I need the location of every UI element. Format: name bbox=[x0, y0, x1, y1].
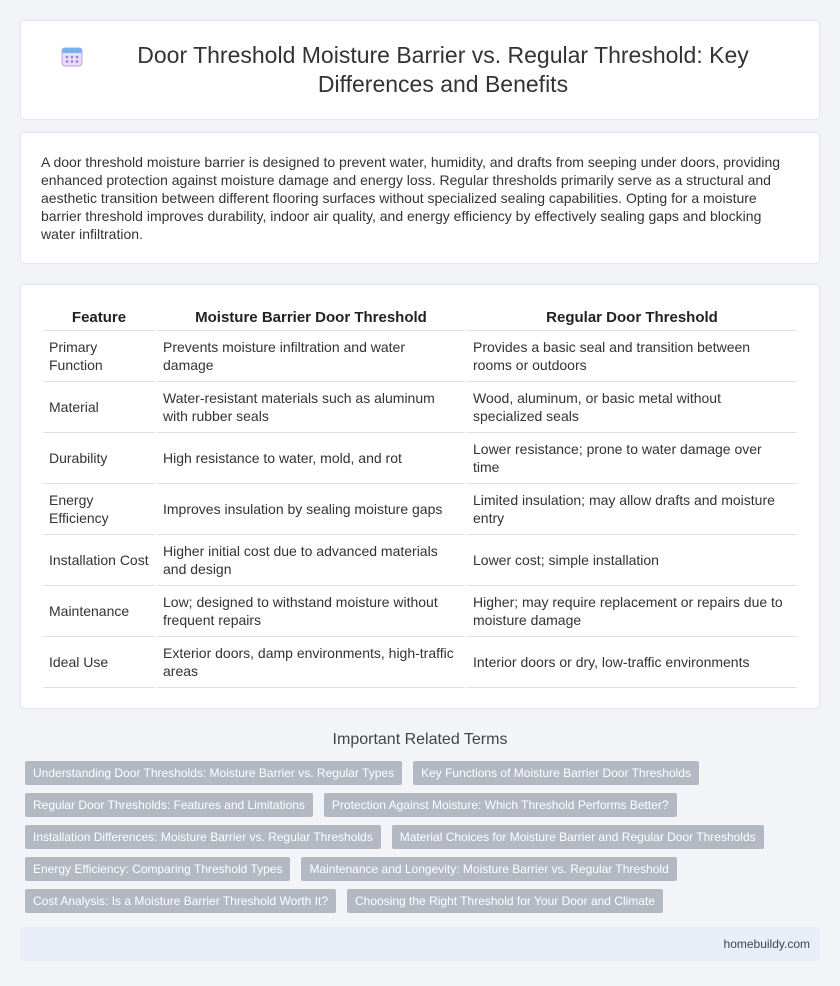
header-inner bbox=[61, 41, 779, 99]
table-row bbox=[43, 484, 797, 535]
related-tag-link[interactable]: Choosing the Right Threshold for Your Door and Climate bbox=[347, 889, 663, 913]
row-moisture-barrier: Higher initial cost due to advanced materials and design bbox=[157, 535, 465, 586]
related-tag-link[interactable]: Material Choices for Moisture Barrier and Regular Door Thresholds bbox=[392, 825, 764, 849]
related-tag-link[interactable]: Maintenance and Longevity: Moisture Barrier vs. Regular Threshold bbox=[301, 857, 676, 881]
related-tag-link[interactable]: Energy Efficiency: Comparing Threshold Types bbox=[25, 857, 290, 881]
row-moisture-barrier: Prevents moisture infiltration and water damage bbox=[157, 331, 465, 382]
intro-card bbox=[20, 132, 820, 264]
related-tag-link[interactable]: Key Functions of Moisture Barrier Door Thresholds bbox=[413, 761, 699, 785]
row-feature: Energy Efficiency bbox=[43, 484, 155, 535]
related-tag-link[interactable]: Protection Against Moisture: Which Threshold Performs Better? bbox=[324, 793, 677, 817]
comparison-table bbox=[41, 305, 799, 688]
intro-text: A door threshold moisture barrier is designed to prevent water, humidity, and drafts from seeping under doors, providing enhanced protection against moisture damage and energy loss. Regular thresholds primarily serve as a structural and aesthetic transition between different flooring surfaces without specialized sealing capabilities. Opting for a moisture barrier threshold improves durability, indoor air quality, and energy efficiency by effectively sealing gaps and blocking water infiltration. bbox=[41, 154, 781, 242]
related-terms-title: Important Related Terms bbox=[332, 731, 508, 748]
table-row bbox=[43, 586, 797, 637]
row-feature: Primary Function bbox=[43, 331, 155, 382]
table-header-row bbox=[43, 305, 797, 331]
comparison-table-card bbox=[20, 284, 820, 709]
header-regular: Regular Door Threshold bbox=[467, 305, 797, 331]
row-regular: Provides a basic seal and transition between rooms or outdoors bbox=[467, 331, 797, 382]
row-moisture-barrier: Improves insulation by sealing moisture gaps bbox=[157, 484, 465, 535]
row-regular: Limited insulation; may allow drafts and moisture entry bbox=[467, 484, 797, 535]
row-regular: Interior doors or dry, low-traffic environments bbox=[467, 637, 797, 688]
related-tag-link[interactable]: Regular Door Thresholds: Features and Limitations bbox=[25, 793, 313, 817]
row-moisture-barrier: High resistance to water, mold, and rot bbox=[157, 433, 465, 484]
row-feature: Material bbox=[43, 382, 155, 433]
table-row bbox=[43, 535, 797, 586]
related-tag-link[interactable]: Understanding Door Thresholds: Moisture Barrier vs. Regular Types bbox=[25, 761, 402, 785]
footer-site[interactable]: homebuildy.com bbox=[723, 937, 810, 951]
page-title: Door Threshold Moisture Barrier vs. Regular Threshold: Key Differences and Benefits bbox=[137, 42, 749, 97]
table-row bbox=[43, 382, 797, 433]
related-tag-link[interactable]: Cost Analysis: Is a Moisture Barrier Threshold Worth It? bbox=[25, 889, 336, 913]
header-feature: Feature bbox=[43, 305, 155, 331]
calendar-icon bbox=[61, 45, 83, 67]
table-row bbox=[43, 331, 797, 382]
related-tag-link[interactable]: Installation Differences: Moisture Barrier vs. Regular Thresholds bbox=[25, 825, 381, 849]
footer bbox=[20, 927, 820, 961]
table-row bbox=[43, 637, 797, 688]
row-regular: Lower cost; simple installation bbox=[467, 535, 797, 586]
related-tags bbox=[20, 761, 820, 921]
row-feature: Installation Cost bbox=[43, 535, 155, 586]
header-moisture-barrier: Moisture Barrier Door Threshold bbox=[157, 305, 465, 331]
row-moisture-barrier: Low; designed to withstand moisture without frequent repairs bbox=[157, 586, 465, 637]
table-row bbox=[43, 433, 797, 484]
row-feature: Ideal Use bbox=[43, 637, 155, 688]
related-terms-section bbox=[20, 731, 820, 921]
row-regular: Higher; may require replacement or repairs due to moisture damage bbox=[467, 586, 797, 637]
row-feature: Durability bbox=[43, 433, 155, 484]
row-moisture-barrier: Water-resistant materials such as aluminum with rubber seals bbox=[157, 382, 465, 433]
row-feature: Maintenance bbox=[43, 586, 155, 637]
row-moisture-barrier: Exterior doors, damp environments, high-traffic areas bbox=[157, 637, 465, 688]
row-regular: Lower resistance; prone to water damage over time bbox=[467, 433, 797, 484]
header-card bbox=[20, 20, 820, 120]
row-regular: Wood, aluminum, or basic metal without specialized seals bbox=[467, 382, 797, 433]
